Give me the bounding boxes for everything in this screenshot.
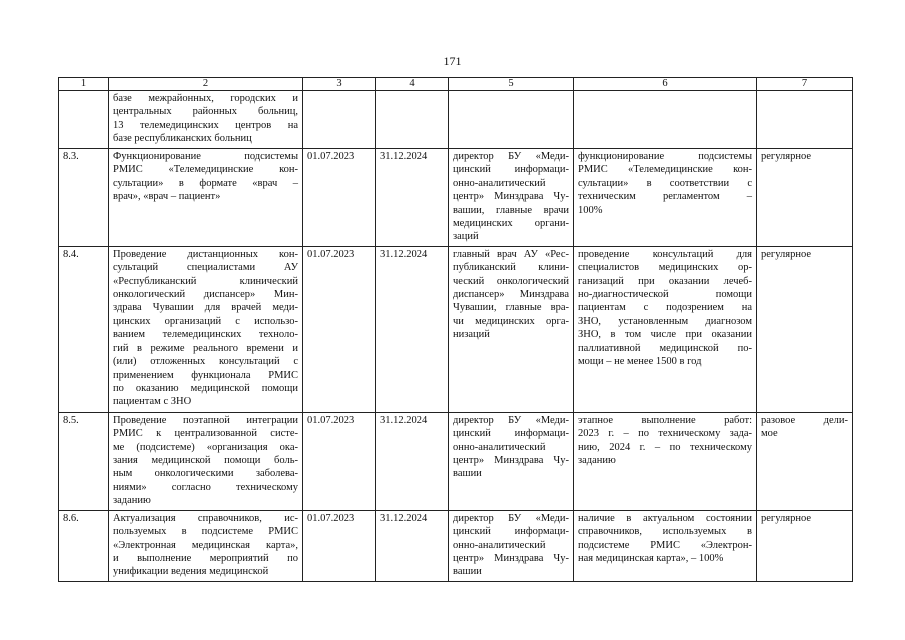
- cell-event-line: гий в режиме реального времени и: [113, 342, 298, 354]
- cell-result-line: но-диагностической помощи: [578, 289, 752, 301]
- cell-result-line: специалистов медицинских ор-: [578, 262, 752, 274]
- cell-number: 8.3.: [59, 149, 109, 247]
- cell-end-date: 31.12.2024: [376, 412, 449, 510]
- events-table: [58, 77, 853, 582]
- cell-start-date: 01.07.2023: [303, 510, 376, 581]
- cell-responsible-line: онно-аналитический: [453, 539, 546, 551]
- cell-event-line: цинских организаций с использо-: [113, 315, 298, 327]
- table-row: [59, 246, 853, 412]
- cell-event-line: онкологический диспансер» Мин-: [113, 289, 298, 301]
- cell-responsible-line: ческий онкологический: [453, 275, 569, 287]
- cell-event-line: и выполнение мероприятий по: [113, 552, 298, 564]
- cell-result: [574, 91, 757, 149]
- cell-event-line: по оказанию медицинской помощи: [113, 382, 298, 394]
- cell-result: [574, 246, 757, 412]
- cell-end-date: 31.12.2024: [376, 510, 449, 581]
- cell-periodicity: [757, 91, 853, 149]
- cell-responsible-line: главный врач АУ «Рес-: [453, 248, 569, 260]
- header-col-5: 5: [449, 78, 574, 91]
- cell-result: [574, 412, 757, 510]
- cell-event-line: сультации» в формате «врач –: [113, 177, 298, 189]
- cell-result-line: паллиативной медицинской по-: [578, 342, 752, 354]
- cell-responsible: [449, 149, 574, 247]
- cell-event-line: Проведение дистанционных кон-: [113, 248, 298, 260]
- cell-start-date: [303, 91, 376, 149]
- cell-event-line: Проведение поэтапной интеграции: [113, 414, 298, 426]
- cell-responsible: [449, 91, 574, 149]
- cell-end-date: 31.12.2024: [376, 246, 449, 412]
- cell-event-line: базе межрайонных, городских и: [113, 93, 298, 104]
- cell-responsible-line: чи медицинских орга-: [453, 315, 569, 327]
- page-number: 171: [443, 54, 462, 68]
- cell-event-line: сультаций специалистами АУ: [113, 262, 298, 274]
- cell-result-line: 2023 г. – по техническому зада-: [578, 428, 752, 440]
- cell-responsible: [449, 246, 574, 412]
- cell-event-line: ванием телемедицинских техноло-: [113, 329, 298, 341]
- cell-event-line: РМИС к централизованной систе-: [113, 428, 298, 440]
- cell-result-line: ЗНО, в том числе при оказании: [578, 329, 752, 341]
- cell-responsible: [449, 510, 574, 581]
- table-header-row: [59, 78, 853, 91]
- cell-event-line: применением функционала РМИС: [113, 369, 298, 381]
- cell-event-line: «Республиканский клинический: [113, 275, 298, 287]
- cell-responsible-line: публиканский клини-: [453, 262, 569, 274]
- cell-responsible-line: онно-аналитический: [453, 177, 546, 189]
- cell-event-line: унификации ведения медицинской: [113, 566, 269, 578]
- cell-responsible-line: центр» Минздрава Чу-: [453, 455, 569, 467]
- table-row: [59, 412, 853, 510]
- cell-result-line: наличие в актуальном состоянии: [578, 512, 752, 524]
- cell-periodicity: [757, 412, 853, 510]
- cell-event-line: базе республиканских больниц: [113, 133, 252, 145]
- cell-responsible-line: цинский информаци-: [453, 428, 569, 440]
- table-row: [59, 149, 853, 247]
- cell-result: [574, 510, 757, 581]
- header-col-3: 3: [303, 78, 376, 91]
- cell-event-line: врач», «врач – пациент»: [113, 191, 221, 203]
- table-row: [59, 510, 853, 581]
- cell-responsible-line: Чувашии, главные вра-: [453, 302, 569, 314]
- cell-event-line: РМИС «Телемедицинские кон-: [113, 164, 298, 176]
- header-col-6: 6: [574, 78, 757, 91]
- cell-number: 8.6.: [59, 510, 109, 581]
- table-row: [59, 91, 853, 149]
- cell-start-date: 01.07.2023: [303, 246, 376, 412]
- cell-event-line: ным онкологическими заболева-: [113, 468, 298, 480]
- cell-result-line: ная медицинская карта», – 100%: [578, 552, 724, 564]
- cell-event-line: здрава Чувашии для врачей меди-: [113, 302, 298, 314]
- cell-periodicity-line: разовое дели-: [761, 414, 848, 426]
- cell-result-line: РМИС «Телемедицинские кон-: [578, 164, 752, 176]
- cell-event: [109, 91, 303, 149]
- cell-periodicity: [757, 149, 853, 247]
- cell-start-date: 01.07.2023: [303, 412, 376, 510]
- cell-number: 8.5.: [59, 412, 109, 510]
- cell-responsible-line: вашии, главные врачи: [453, 204, 569, 216]
- cell-event-line: ме (подсистеме) «организация ока-: [113, 441, 298, 453]
- cell-number: [59, 91, 109, 149]
- cell-responsible: [449, 412, 574, 510]
- cell-start-date: 01.07.2023: [303, 149, 376, 247]
- cell-result-line: нию, 2024 г. – по техническому: [578, 441, 752, 453]
- cell-event-line: заданию: [113, 495, 151, 507]
- cell-result-line: ганизаций при оказании лечеб-: [578, 275, 752, 287]
- cell-responsible-line: онно-аналитический: [453, 441, 546, 453]
- cell-event: [109, 412, 303, 510]
- cell-responsible-line: центр» Минздрава Чу-: [453, 552, 569, 564]
- header-col-1: 1: [59, 78, 109, 91]
- cell-result-line: заданию: [578, 455, 616, 467]
- cell-event-line: (или) отложенных консультаций с: [113, 356, 298, 368]
- cell-periodicity-line: регулярное: [761, 151, 811, 162]
- cell-responsible-line: вашии: [453, 468, 482, 480]
- cell-responsible-line: директор БУ «Меди-: [453, 151, 569, 162]
- cell-responsible-line: директор БУ «Меди-: [453, 512, 569, 524]
- cell-result-line: этапное выполнение работ:: [578, 414, 752, 426]
- cell-event-line: ниями» согласно техническому: [113, 481, 298, 493]
- cell-periodicity-line: регулярное: [761, 248, 811, 260]
- cell-responsible-line: центр» Минздрава Чу-: [453, 191, 569, 203]
- cell-event: [109, 510, 303, 581]
- cell-event-line: центральных районных больниц,: [113, 106, 298, 118]
- cell-result-line: подсистеме РМИС «Электрон-: [578, 539, 752, 551]
- header-col-2: 2: [109, 78, 303, 91]
- cell-result-line: 100%: [578, 204, 603, 216]
- cell-result: [574, 149, 757, 247]
- cell-event: [109, 149, 303, 247]
- cell-event-line: Функционирование подсистемы: [113, 151, 298, 162]
- header-col-7: 7: [757, 78, 853, 91]
- cell-result-line: ЗНО, установленным диагнозом: [578, 315, 752, 327]
- cell-event-line: «Электронная медицинская карта»,: [113, 539, 298, 551]
- cell-number: 8.4.: [59, 246, 109, 412]
- cell-responsible-line: цинский информаци-: [453, 164, 569, 176]
- cell-responsible-line: цинский информаци-: [453, 526, 569, 538]
- cell-responsible-line: медицинских органи-: [453, 218, 569, 230]
- cell-event-line: Актуализация справочников, ис-: [113, 512, 298, 524]
- cell-periodicity: [757, 510, 853, 581]
- header-col-4: 4: [376, 78, 449, 91]
- cell-end-date: [376, 91, 449, 149]
- cell-event-line: 13 телемедицинских центров на: [113, 119, 298, 131]
- cell-event-line: пациентам с ЗНО: [113, 396, 192, 408]
- cell-event: [109, 246, 303, 412]
- cell-event-line: пользуемых в подсистеме РМИС: [113, 526, 298, 538]
- cell-responsible-line: заций: [453, 231, 479, 243]
- cell-result-line: справочников, используемых в: [578, 526, 752, 538]
- cell-event-line: зания медицинской помощи боль-: [113, 455, 298, 467]
- cell-periodicity-line: регулярное: [761, 512, 811, 524]
- cell-responsible-line: вашии: [453, 566, 482, 578]
- cell-result-line: проведение консультаций для: [578, 248, 752, 260]
- cell-result-line: функционирование подсистемы: [578, 151, 752, 162]
- cell-result-line: сультации» в соответствии с: [578, 177, 752, 189]
- cell-responsible-line: директор БУ «Меди-: [453, 414, 569, 426]
- cell-responsible-line: диспансер» Минздрава: [453, 289, 569, 301]
- cell-periodicity-line: мое: [761, 428, 778, 440]
- cell-result-line: мощи – не менее 1500 в год: [578, 356, 702, 368]
- cell-responsible-line: низаций: [453, 329, 490, 341]
- cell-result-line: пациентам с подозрением на: [578, 302, 752, 314]
- cell-end-date: 31.12.2024: [376, 149, 449, 247]
- cell-periodicity: [757, 246, 853, 412]
- cell-result-line: техническим регламентом –: [578, 191, 752, 203]
